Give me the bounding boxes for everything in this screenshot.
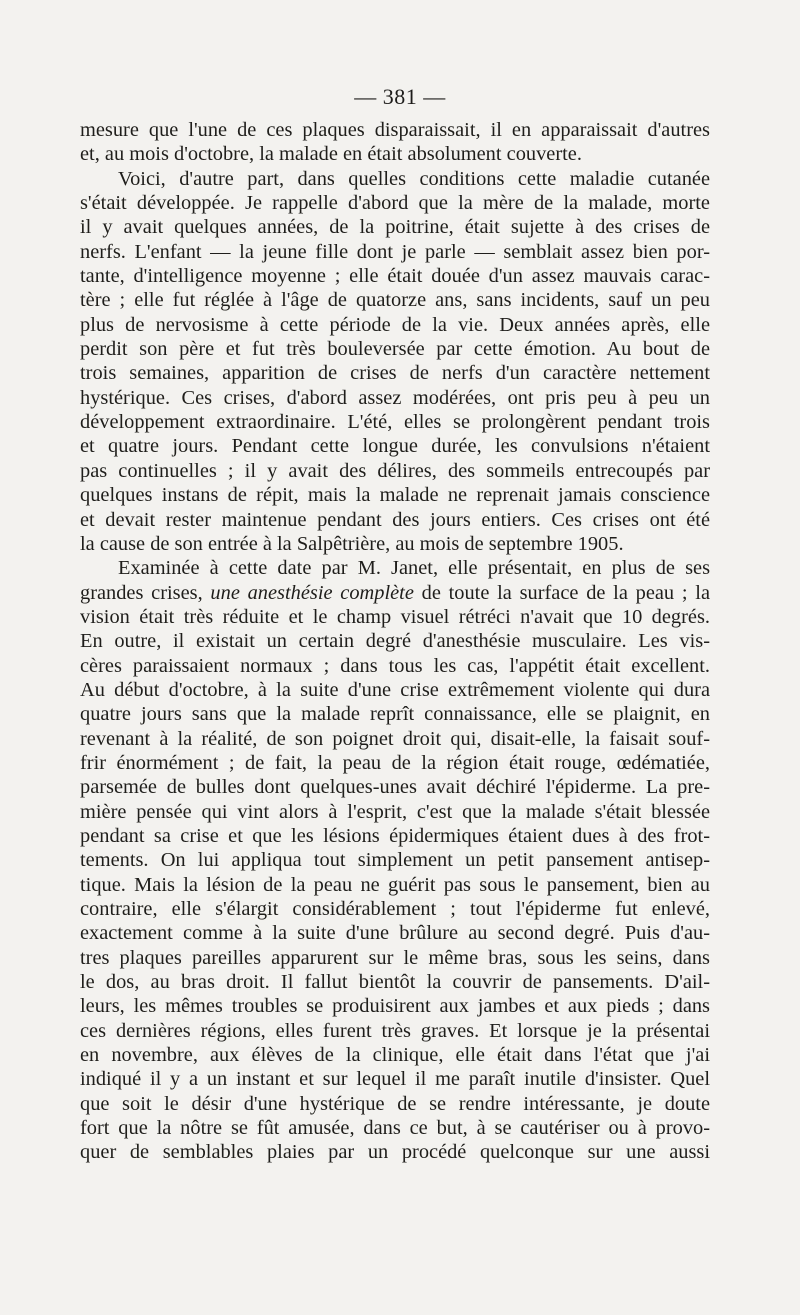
text-line: mesure que l'une de ces plaques disparaissait, il en apparaissait d'autres	[80, 119, 710, 141]
text-line: et quatre jours. Pendant cette longue durée, les convulsions n'étaient	[80, 435, 710, 458]
text-line: tique. Mais la lésion de la peau ne guérit pas sous le pansement, bien au	[80, 873, 710, 896]
text-line: quelques instans de répit, mais la malade ne reprenait jamais conscience	[80, 484, 710, 507]
text-line: tère ; elle fut réglée à l'âge de quatorze ans, sans incidents, sauf un peu	[80, 289, 710, 312]
text-line-with-emphasis	[80, 581, 710, 605]
text-line: Au début d'octobre, à la suite d'une crise extrêmement violente qui dura	[80, 678, 710, 701]
text-line: cères paraissaient normaux ; dans tous les cas, l'appétit était excellent.	[80, 654, 710, 677]
text-line: tante, d'intelligence moyenne ; elle était douée d'un assez mauvais carac-	[80, 265, 710, 288]
paragraph-start-line: Examinée à cette date par M. Janet, elle présentait, en plus de ses	[118, 557, 710, 580]
text-line: fort que la nôtre se fût amusée, dans ce but, à se cautériser ou à provo-	[80, 1117, 710, 1140]
text-line: et, au mois d'octobre, la malade en était absolument couverte.	[80, 143, 582, 166]
text-line: tres plaques pareilles apparurent sur le même bras, sous les seins, dans	[80, 946, 710, 969]
text-line: mière pensée qui vint alors à l'esprit, c'est que la malade s'était blessée	[80, 800, 710, 823]
text-fragment: de toute la surface de la peau ; la	[413, 581, 710, 604]
text-line: plus de nervosisme à cette période de la vie. Deux années après, elle	[80, 313, 710, 336]
text-line: hystérique. Ces crises, d'abord assez modérées, ont pris peu à peu un	[80, 386, 710, 409]
text-line: indiqué il y a un instant et sur lequel il me paraît inutile d'insister. Quel	[80, 1068, 710, 1091]
text-line: nerfs. L'enfant — la jeune fille dont je parle — semblait assez bien por-	[80, 240, 710, 263]
text-line: s'était développée. Je rappelle d'abord que la mère de la malade, morte	[80, 192, 710, 215]
text-line: il y avait quelques années, de la poitrine, était sujette à des crises de	[80, 216, 710, 239]
text-line: contraire, elle s'élargit considérablement ; tout l'épiderme fut enlevé,	[80, 898, 710, 920]
text-line: En outre, il existait un certain degré d'anesthésie musculaire. Les vis-	[80, 630, 710, 653]
text-line: trois semaines, apparition de crises de nerfs d'un caractère nettement	[80, 362, 710, 385]
text-line: développement extraordinaire. L'été, elles se prolongèrent pendant trois	[80, 411, 710, 434]
text-line: revenant à la réalité, de son poignet droit qui, disait-elle, la faisait souf-	[80, 727, 710, 750]
emphasized-text: une anesthésie complète	[210, 581, 414, 604]
text-line: exactement comme à la suite d'une brûlure au second degré. Puis d'au-	[80, 922, 710, 945]
paragraph-start-line: Voici, d'autre part, dans quelles conditions cette maladie cutanée	[118, 167, 710, 190]
text-line: frir énormément ; de fait, la peau de la région était rouge, œdématiée,	[80, 751, 710, 774]
text-line: en novembre, aux élèves de la clinique, elle était dans l'état que j'ai	[80, 1044, 710, 1067]
text-line: perdit son père et fut très bouleversée par cette émotion. Au bout de	[80, 338, 710, 361]
text-line: leurs, les mêmes troubles se produisirent aux jambes et aux pieds ; dans	[80, 995, 710, 1018]
page-number: — 381 —	[354, 84, 446, 109]
text-line: la cause de son entrée à la Salpêtrière, au mois de septembre 1905.	[80, 532, 624, 555]
text-line: parsemée de bulles dont quelques-unes avait déchiré l'épiderme. La pre-	[80, 776, 710, 799]
text-line: et devait rester maintenue pendant des jours entiers. Ces crises ont été	[80, 508, 710, 531]
text-fragment: grandes crises,	[80, 581, 211, 604]
text-line: pendant sa crise et que les lésions épidermiques étaient dues à des frot-	[80, 824, 710, 847]
body-text	[80, 118, 710, 1165]
text-line: que soit le désir d'une hystérique de se rendre intéressante, je doute	[80, 1092, 710, 1115]
text-line: ces dernières régions, elles furent très graves. Et lorsque je la présentai	[80, 1019, 710, 1042]
text-line: pas continuelles ; il y avait des délires, des sommeils entrecoupés par	[80, 459, 710, 482]
text-line: tements. On lui appliqua tout simplement un petit pansement antisep-	[80, 849, 710, 872]
text-line: vision était très réduite et le champ visuel rétréci n'avait que 10 degrés.	[80, 605, 710, 628]
text-line: quer de semblables plaies par un procédé quelconque sur une aussi	[80, 1141, 710, 1164]
text-line: quatre jours sans que la malade reprît connaissance, elle se plaignit, en	[80, 703, 710, 726]
text-line: le dos, au bras droit. Il fallut bientôt la couvrir de pansements. D'ail-	[80, 971, 710, 994]
